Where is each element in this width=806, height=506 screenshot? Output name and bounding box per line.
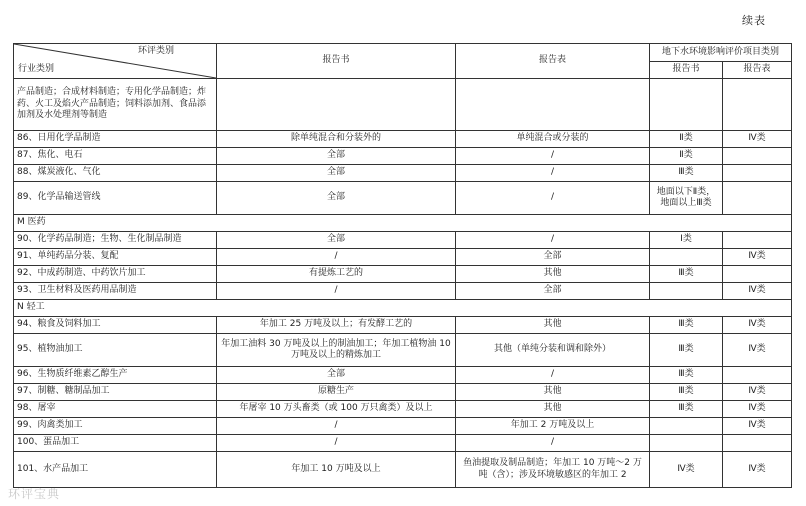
table-row bbox=[14, 266, 792, 283]
table-row bbox=[14, 367, 792, 384]
gw-report-form-cell bbox=[723, 148, 792, 165]
gw-report-form-cell: Ⅳ类 bbox=[723, 418, 792, 435]
report-form-cell: 其他（单纯分装和调和除外） bbox=[456, 334, 650, 367]
gw-report-form-cell bbox=[723, 435, 792, 452]
report-book-cell: 原糖生产 bbox=[217, 384, 456, 401]
report-book-cell: 全部 bbox=[217, 367, 456, 384]
gw-report-book-cell: Ⅱ类 bbox=[650, 131, 723, 148]
gw-report-book-cell: Ⅲ类 bbox=[650, 165, 723, 182]
report-form-cell: / bbox=[456, 435, 650, 452]
table-row bbox=[14, 401, 792, 418]
report-book-cell: / bbox=[217, 283, 456, 300]
header-groundwater-category: 地下水环境影响评价项目类别 bbox=[650, 44, 792, 62]
report-book-cell: 除单纯混合和分装外的 bbox=[217, 131, 456, 148]
gw-report-book-cell: Ⅲ类 bbox=[650, 384, 723, 401]
report-book-cell: 年加工 10 万吨及以上 bbox=[217, 452, 456, 488]
report-form-cell: / bbox=[456, 165, 650, 182]
report-form-cell: / bbox=[456, 182, 650, 215]
report-book-cell: / bbox=[217, 435, 456, 452]
report-form-cell: 其他 bbox=[456, 317, 650, 334]
gw-report-book-cell bbox=[650, 435, 723, 452]
industry-cell: 89、化学品输送管线 bbox=[14, 182, 217, 215]
table-row bbox=[14, 334, 792, 367]
industry-cell: 98、屠宰 bbox=[14, 401, 217, 418]
header-gw-report-book: 报告书 bbox=[650, 61, 723, 79]
industry-cell: 90、化学药品制造；生物、生化制品制造 bbox=[14, 232, 217, 249]
gw-report-book-cell: Ⅲ类 bbox=[650, 266, 723, 283]
diagonal-header-cell bbox=[14, 44, 217, 79]
table-row bbox=[14, 435, 792, 452]
report-form-cell: 其他 bbox=[456, 401, 650, 418]
header-industry-label: 行业类别 bbox=[18, 63, 55, 74]
industry-cell: 96、生物质纤维素乙醇生产 bbox=[14, 367, 217, 384]
gw-report-form-cell: Ⅳ类 bbox=[723, 317, 792, 334]
industry-cell: 99、肉禽类加工 bbox=[14, 418, 217, 435]
industry-cell: 88、煤炭液化、气化 bbox=[14, 165, 217, 182]
gw-report-book-cell: Ⅲ类 bbox=[650, 317, 723, 334]
table-row bbox=[14, 165, 792, 182]
gw-report-form-cell bbox=[723, 266, 792, 283]
report-form-cell: 全部 bbox=[456, 249, 650, 266]
table-row bbox=[14, 182, 792, 215]
report-book-cell: 全部 bbox=[217, 182, 456, 215]
report-book-cell: 全部 bbox=[217, 165, 456, 182]
report-book-cell: / bbox=[217, 249, 456, 266]
industry-cell: 101、水产品加工 bbox=[14, 452, 217, 488]
gw-report-book-cell: Ⅲ类 bbox=[650, 401, 723, 418]
gw-report-book-cell bbox=[650, 283, 723, 300]
section-row bbox=[14, 300, 792, 317]
report-form-cell: 其他 bbox=[456, 266, 650, 283]
table-row bbox=[14, 452, 792, 488]
report-form-cell bbox=[456, 79, 650, 131]
table-row bbox=[14, 232, 792, 249]
gw-report-form-cell: Ⅳ类 bbox=[723, 384, 792, 401]
gw-report-book-cell: Ⅳ类 bbox=[650, 452, 723, 488]
gw-report-form-cell bbox=[723, 182, 792, 215]
industry-cell: 93、卫生材料及医药用品制造 bbox=[14, 283, 217, 300]
table-row bbox=[14, 249, 792, 266]
report-book-cell: 年加工油料 30 万吨及以上的制油加工；年加工植物油 10 万吨及以上的精炼加工 bbox=[217, 334, 456, 367]
header-gw-report-form: 报告表 bbox=[723, 61, 792, 79]
gw-report-book-cell bbox=[650, 249, 723, 266]
report-form-cell: / bbox=[456, 367, 650, 384]
report-form-cell: / bbox=[456, 232, 650, 249]
report-book-cell: 年屠宰 10 万头畜类（或 100 万只禽类）及以上 bbox=[217, 401, 456, 418]
report-book-cell: 全部 bbox=[217, 232, 456, 249]
gw-report-book-cell: Ⅲ类 bbox=[650, 334, 723, 367]
table-row bbox=[14, 131, 792, 148]
industry-cell: 97、制糖、糖制品加工 bbox=[14, 384, 217, 401]
gw-report-book-cell: 地面以下Ⅱ类，地面以上Ⅲ类 bbox=[650, 182, 723, 215]
industry-cell: 产品制造；合成材料制造；专用化学品制造；炸药、火工及焰火产品制造；饲料添加剂、食品添加剂及水处理剂等制造 bbox=[14, 79, 217, 131]
section-label: M 医药 bbox=[14, 215, 792, 232]
industry-cell: 86、日用化学品制造 bbox=[14, 131, 217, 148]
industry-cell: 100、蛋品加工 bbox=[14, 435, 217, 452]
gw-report-form-cell: Ⅳ类 bbox=[723, 452, 792, 488]
gw-report-form-cell: Ⅳ类 bbox=[723, 131, 792, 148]
table-row bbox=[14, 148, 792, 165]
eia-classification-table bbox=[13, 43, 792, 488]
section-row bbox=[14, 215, 792, 232]
report-book-cell: 年加工 25 万吨及以上；有发酵工艺的 bbox=[217, 317, 456, 334]
gw-report-book-cell bbox=[650, 79, 723, 131]
industry-cell: 95、植物油加工 bbox=[14, 334, 217, 367]
gw-report-book-cell: Ⅱ类 bbox=[650, 148, 723, 165]
report-book-cell bbox=[217, 79, 456, 131]
report-form-cell: 年加工 2 万吨及以上 bbox=[456, 418, 650, 435]
report-form-cell: 鱼油提取及制品制造；年加工 10 万吨～2 万吨（含）；涉及环境敏感区的年加工 2 bbox=[456, 452, 650, 488]
gw-report-form-cell: Ⅳ类 bbox=[723, 283, 792, 300]
gw-report-form-cell bbox=[723, 79, 792, 131]
report-form-cell: 单纯混合或分装的 bbox=[456, 131, 650, 148]
table-row bbox=[14, 418, 792, 435]
table-row bbox=[14, 79, 792, 131]
industry-cell: 91、单纯药品分装、复配 bbox=[14, 249, 217, 266]
report-form-cell: / bbox=[456, 148, 650, 165]
header-category-label: 环评类别 bbox=[137, 46, 174, 56]
watermark: 环评宝典 bbox=[8, 487, 61, 501]
industry-cell: 87、焦化、电石 bbox=[14, 148, 217, 165]
industry-cell: 94、粮食及饲料加工 bbox=[14, 317, 217, 334]
gw-report-form-cell bbox=[723, 232, 792, 249]
gw-report-form-cell: Ⅳ类 bbox=[723, 334, 792, 367]
table-body bbox=[14, 79, 792, 488]
report-form-cell: 全部 bbox=[456, 283, 650, 300]
table-row bbox=[14, 317, 792, 334]
table-row bbox=[14, 283, 792, 300]
gw-report-book-cell bbox=[650, 418, 723, 435]
report-form-cell: 其他 bbox=[456, 384, 650, 401]
report-book-cell: 全部 bbox=[217, 148, 456, 165]
header-report-book: 报告书 bbox=[217, 44, 456, 79]
section-label: N 轻工 bbox=[14, 300, 792, 317]
industry-cell: 92、中成药制造、中药饮片加工 bbox=[14, 266, 217, 283]
table-row bbox=[14, 384, 792, 401]
header-report-form: 报告表 bbox=[456, 44, 650, 79]
gw-report-book-cell: Ⅲ类 bbox=[650, 367, 723, 384]
gw-report-form-cell: Ⅳ类 bbox=[723, 401, 792, 418]
report-book-cell: 有提炼工艺的 bbox=[217, 266, 456, 283]
gw-report-form-cell bbox=[723, 165, 792, 182]
continued-label: 续表 bbox=[742, 14, 766, 27]
report-book-cell: / bbox=[217, 418, 456, 435]
gw-report-book-cell: Ⅰ类 bbox=[650, 232, 723, 249]
table-header bbox=[14, 44, 792, 79]
gw-report-form-cell: Ⅳ类 bbox=[723, 249, 792, 266]
gw-report-form-cell bbox=[723, 367, 792, 384]
